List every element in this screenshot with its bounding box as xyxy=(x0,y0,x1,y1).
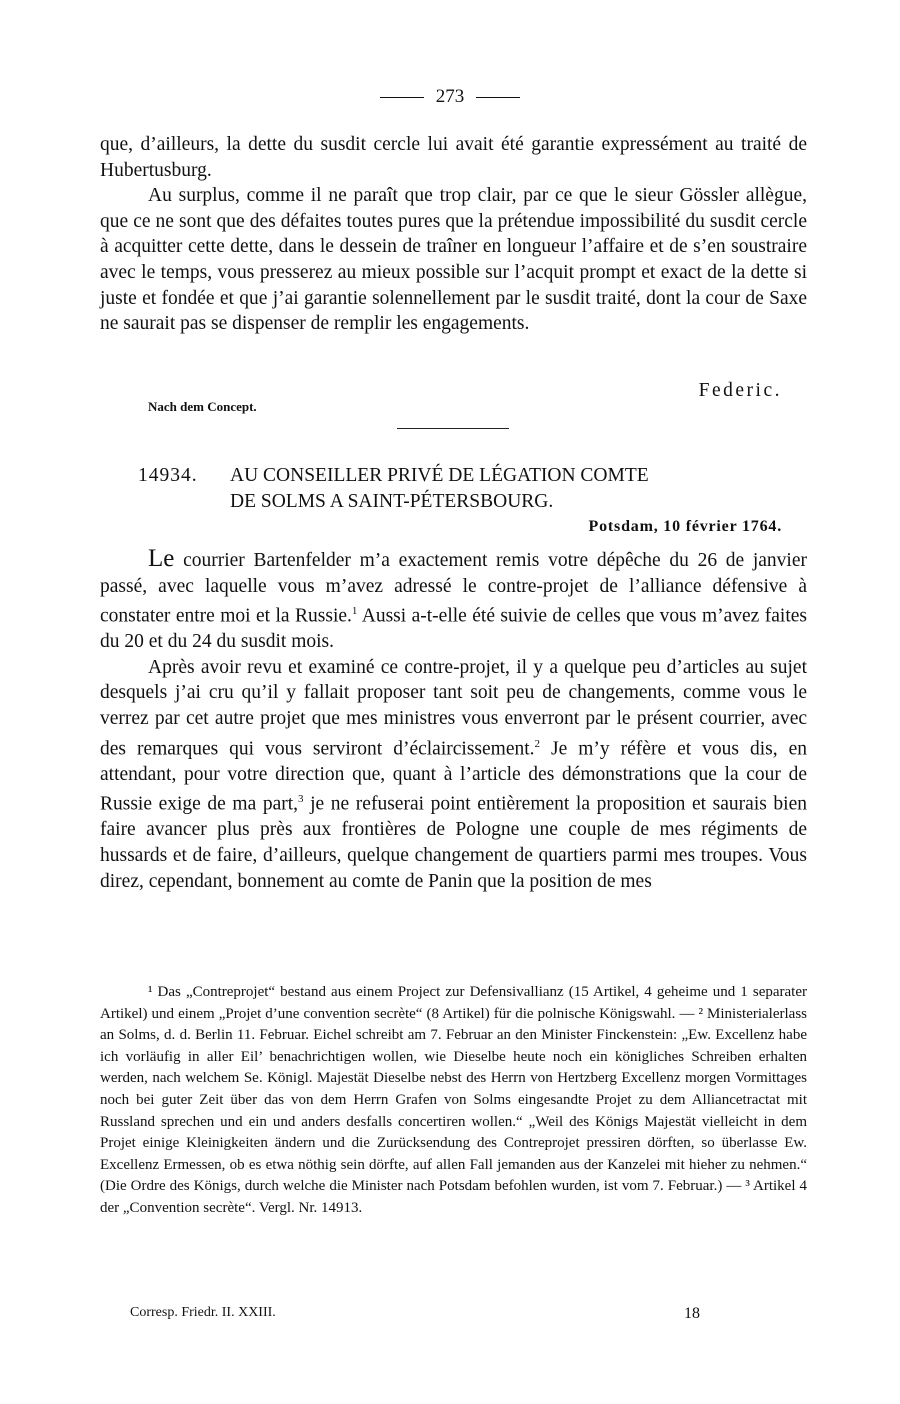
letter-paragraph-2-part-a: Après avoir revu et examiné ce contre-projet, il y a quelque peu d’articles au sujet desquels j’ai cru qu’il y fallait proposer tant soit peu de changements, comme vous le verrez par cet autre projet que mes ministres vous enverront par le présent courrier, avec des remarques qui vous serviront d’éclaircissement. xyxy=(100,656,807,760)
document-number: 14934. xyxy=(138,465,198,486)
letter-paragraph-1 xyxy=(100,546,807,655)
letter-paragraph-2-part-b: Je m’y réfère et vous dis, en attendant, pour votre direction que, quant à l’article des démonstrations que la cour de Russie exige de ma part, xyxy=(100,738,807,815)
footer-series: Corresp. Friedr. II. XXIII. xyxy=(130,1305,276,1320)
document-title-line-1: AU CONSEILLER PRIVÉ DE LÉGATION COMTE xyxy=(230,465,649,486)
page-number: 273 xyxy=(435,86,465,107)
letter-paragraph-2-part-c: je ne refuserai point entièrement la proposition et saurais bien faire avancer plus près aux frontières de Pologne une couple de mes régiments de hussards et de faire, d’ailleurs, quelque changement de quartiers parmi mes troupes. Vous direz, cependant, bonnement au comte de Panin que la position de mes xyxy=(100,793,807,892)
letter-paragraph-1-tail: Aussi a-t-elle été suivie de celles que vous m’avez faites du 20 et du 24 du susdit mois. xyxy=(100,605,807,653)
letter-initial: Le xyxy=(148,545,175,572)
footnote-ref-3: 3 xyxy=(298,793,304,806)
continuation-paragraph-2: Au surplus, comme il ne paraît que trop clair, par ce que le sieur Gössler allègue, que ce ne sont que des défaites toutes pures que la prétendue impossibilité du susdit cercle à acquitter cette dette, dans le dessein de traîner en longueur l’affaire et de s’en soustraire avec le temps, vous presserez au mieux possible sur l’acquit prompt et exact de la dette si juste et fondée et que j’ai garantie solennellement par le susdit traité, dont la cour de Saxe ne saurait pas se dispenser de remplir les engagements. xyxy=(100,185,807,335)
signature: Federic. xyxy=(698,380,782,401)
letter-paragraph-2 xyxy=(100,655,807,894)
header-rule-right xyxy=(476,97,520,98)
document-title-line-2: DE SOLMS A SAINT-PÉTERSBOURG. xyxy=(230,491,554,512)
letter-paragraph-1-text: courrier Bartenfelder m’a exactement remis votre dépêche du 26 de janvier passé, avec laquelle vous m’avez adressé le contre-projet de l’alliance défensive à constater entre moi et la Russie. xyxy=(100,550,807,627)
footnote-ref-2: 2 xyxy=(534,737,541,750)
source-note: Nach dem Concept. xyxy=(148,399,257,414)
page-footer xyxy=(130,1305,700,1321)
footer-signature-mark: 18 xyxy=(684,1305,700,1322)
continuation-paragraph-1: que, d’ailleurs, la dette du susdit cercle lui avait été garantie expressément au traité de Hubertusburg. xyxy=(100,134,807,181)
section-separator xyxy=(397,428,509,429)
footnotes-text: ¹ Das „Contreprojet“ bestand aus einem Project zur Defensivallianz (15 Artikel, 4 geheime und 1 separater Artikel) und einem „Projet d’une convention secrète“ (8 Artikel) für die polnische Königswahl. — ² Ministerialerlass an Solms, d. d. Berlin 11. Februar. Eichel schreibt am 7. Februar an den Minister Finckenstein: „Ew. Excellenz habe ich vorläufig in aller Eil’ benachrichtigen wollen, wie Dieselbe heute noch ein königliches Schreiben erhalten werden, nach welchem Se. Königl. Majestät Dieselbe nebst des Herrn von Hertzberg Excellenz morgen Vormittages noch bei guter Zeit über das von dem Herrn Grafen von Solms eingesandte Projet zu dem Alliancetractat mit Russland sprechen und ein und anders desfalls concertiren wollen.“ „Weil des Königs Majestät vielleicht in dem Projet einige Kleinigkeiten ändern und die Zurücksendung des Contreprojet pressiren dörften, so überlasse Ew. Excellenz Ermessen, ob es etwa nöthig sein dörfte, auf allen Fall jemanden aus der Kanzelei mit hieher zu nehmen.“ (Die Ordre des Königs, durch welche die Minister nach Potsdam befohlen wurden, ist vom 7. Februar.) — ³ Artikel 4 der „Convention secrète“. Vergl. Nr. 14913. xyxy=(100,984,807,1216)
document-heading xyxy=(138,463,798,515)
continuation-text xyxy=(100,132,807,337)
place-date: Potsdam, 10 février 1764. xyxy=(588,518,782,535)
letter-text xyxy=(100,546,807,894)
footnote-ref-1: 1 xyxy=(351,605,358,618)
page-header xyxy=(0,86,900,108)
header-rule-left xyxy=(380,97,424,98)
footnotes xyxy=(100,982,807,1220)
